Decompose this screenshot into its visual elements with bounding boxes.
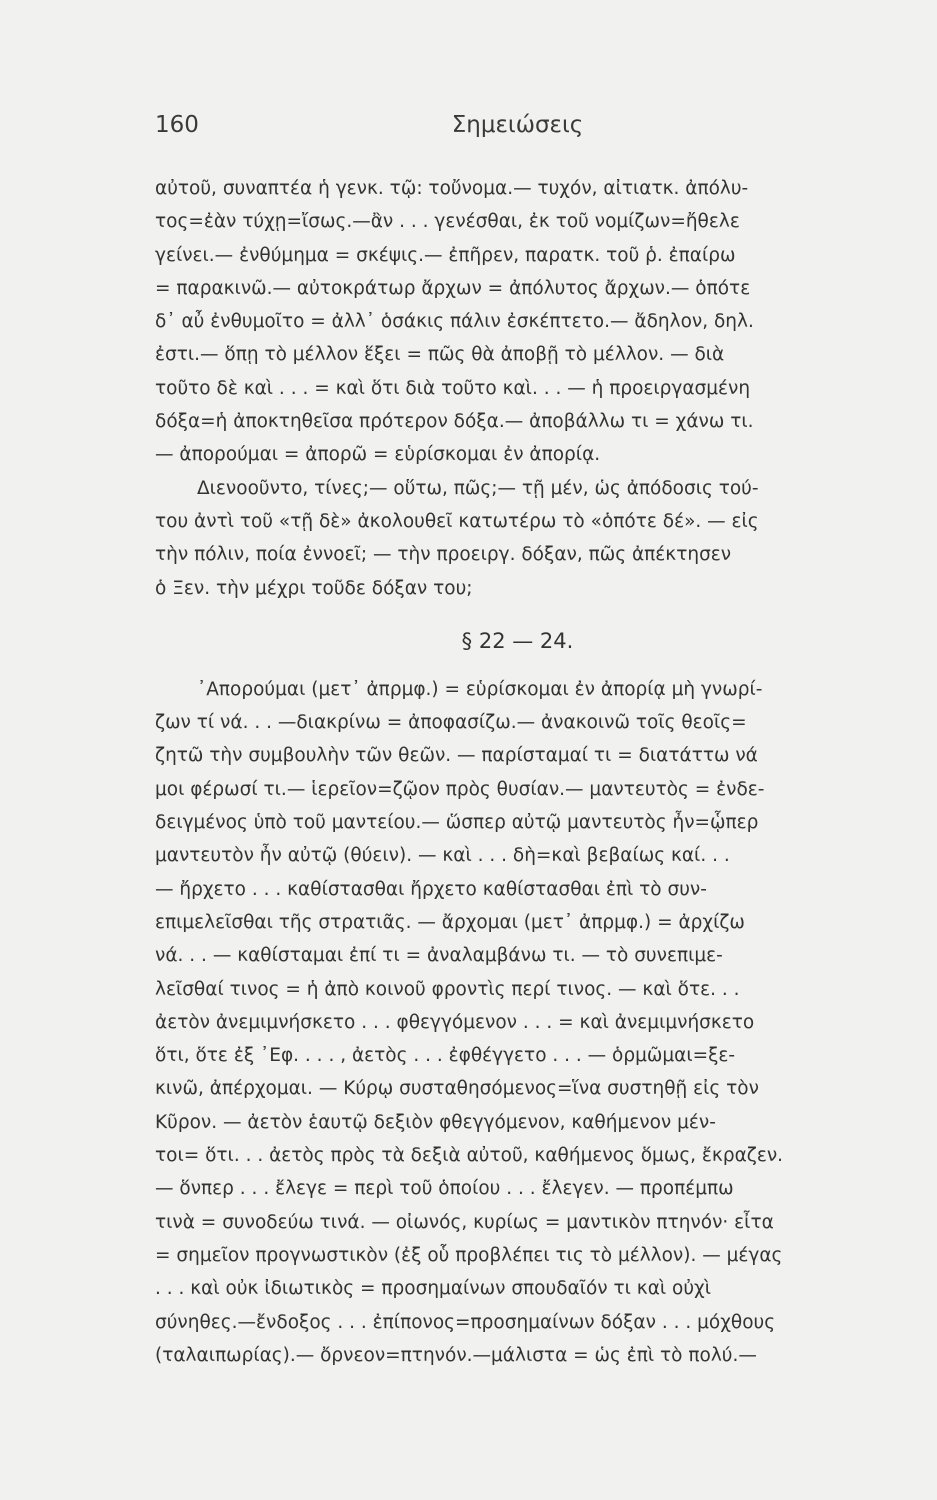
text-line: ὅτι, ὅτε ἐξ ᾿Εφ. . . . , ἀετὸς . . . ἐφθέγγετο . . . — ὁρμῶμαι=ξε- (155, 1045, 736, 1067)
text-line: μαντευτὸν ἦν αὐτῷ (θύειν). — καὶ . . . δὴ=καὶ βεβαίως καί. . . (155, 845, 730, 867)
text-line: ζητῶ τὴν συμβουλὴν τῶν θεῶν. — παρίσταμαί τι = διατάττω νά (155, 745, 758, 767)
text-line: λεῖσθαί τινος = ἡ ἀπὸ κοινοῦ φροντὶς περί τινος. — καὶ ὅτε. . . (155, 978, 740, 1000)
text-line: — ὅνπερ . . . ἔλεγε = περὶ τοῦ ὁποίου . . . ἔλεγεν. — προπέμπω (155, 1178, 734, 1200)
text-line: ὁ Ξεν. τὴν μέχρι τοῦδε δόξαν του; (155, 577, 473, 599)
text-line: τοι= ὅτι. . . ἀετὸς πρὸς τὰ δεξιὰ αὐτοῦ, καθήμενος ὅμως, ἔκραζεν. (155, 1145, 784, 1167)
text-line: . . . καὶ οὐκ ἰδιωτικὸς = προσημαίνων σπουδαῖόν τι καὶ οὐχὶ (155, 1278, 711, 1300)
notes-part-2 (155, 673, 880, 1372)
text-line: Κῦρον. — ἀετὸν ἑαυτῷ δεξιὸν φθεγγόμενον, καθήμενον μέν- (155, 1111, 716, 1133)
text-line: κινῶ, ἀπέρχομαι. — Κύρῳ συσταθησόμενος=ἵνα συστηθῇ εἰς τὸν (155, 1078, 759, 1100)
text-line: ἐστι.— ὅπῃ τὸ μέλλον ἕξει = πῶς θὰ ἀποβῇ τὸ μέλλον. — διὰ (155, 344, 725, 366)
text-line: — ἀπορούμαι = ἀπορῶ = εὑρίσκομαι ἐν ἀπορίᾳ. (155, 444, 601, 466)
text-line: δ᾽ αὖ ἐνθυμοῖτο = ἀλλ᾽ ὁσάκις πάλιν ἐσκέπτετο.— ἄδηλον, δηλ. (155, 311, 754, 333)
notes-body (155, 172, 880, 1372)
text-line: — ἤρχετο . . . καθίστασθαι ἤρχετο καθίστασθαι ἐπὶ τὸ συν- (155, 878, 707, 900)
text-line: = παρακινῶ.— αὐτοκράτωρ ἄρχων = ἀπόλυτος ἄρχων.— ὁπότε (155, 277, 751, 299)
text-line: νά. . . — καθίσταμαι ἐπί τι = ἀναλαμβάνω τι. — τὸ συνεπιμε- (155, 945, 723, 967)
text-line: τινὰ = συνοδεύω τινά. — οἰωνός, κυρίως = μαντικὸν πτηνόν· εἶτα (155, 1211, 774, 1233)
text-line: σύνηθες.—ἔνδοξος . . . ἐπίπονος=προσημαίνων δόξαν . . . μόχθους (155, 1311, 776, 1333)
text-line: ζων τί νά. . . —διακρίνω = ἀποφασίζω.— ἀνακοινῶ τοῖς θεοῖς= (155, 712, 747, 734)
section-heading: § 22 — 24. (461, 628, 574, 653)
text-line: δειγμένος ὑπὸ τοῦ μαντείου.— ὥσπερ αὐτῷ μαντευτὸς ἦν=ᾧπερ (155, 812, 759, 834)
text-line: μοι φέρωσί τι.— ἱερεῖον=ζῷον πρὸς θυσίαν.— μαντευτὸς = ἐνδε- (155, 778, 765, 800)
text-line: ᾿Απορούμαι (μετ᾽ ἀπρμφ.) = εὑρίσκομαι ἐν ἀπορίᾳ μὴ γνωρί- (197, 678, 763, 700)
text-line: αὐτοῦ, συναπτέα ἡ γενκ. τῷ: τοὔνομα.— τυχόν, αἰτιατκ. ἀπόλυ- (155, 178, 749, 199)
text-line: = σημεῖον προγνωστικὸν (ἐξ οὗ προβλέπει τις τὸ μέλλον). — μέγας (155, 1244, 783, 1266)
text-line: Διενοοῦντο, τίνες;— οὕτω, πῶς;— τῇ μέν, ὡς ἀπόδοσις τού- (197, 477, 759, 499)
text-line: του ἀντὶ τοῦ «τῇ δὲ» ἀκολουθεῖ κατωτέρω τὸ «ὁπότε δέ». — εἰς (155, 510, 759, 532)
text-line: τὴν πόλιν, ποία ἐννοεῖ; — τὴν προειργ. δόξαν, πῶς ἀπέκτησεν (155, 544, 732, 566)
text-line: (ταλαιπωρίας).— ὄρνεον=πτηνόν.—μάλιστα = ὡς ἐπὶ τὸ πολύ.— (155, 1344, 757, 1366)
text-line: δόξα=ἡ ἀποκτηθεῖσα πρότερον δόξα.— ἀποβάλλω τι = χάνω τι. (155, 411, 754, 433)
page-number: 160 (155, 112, 199, 138)
text-line: τος=ἐὰν τύχῃ=ἴσως.—ἂν . . . γενέσθαι, ἐκ τοῦ νομίζων=ἤθελε (155, 211, 740, 233)
text-line: τοῦτο δὲ καὶ . . . = καὶ ὅτι διὰ τοῦτο καὶ. . . — ἡ προειργασμένη (155, 377, 751, 399)
running-title: Σημειώσεις (451, 112, 584, 138)
notes-part-1 (155, 172, 880, 605)
text-line: γείνει.— ἐνθύμημα = σκέψις.— ἐπῆρεν, παρατκ. τοῦ ῥ. ἐπαίρω (155, 244, 736, 266)
text-line: επιμελεῖσθαι τῆς στρατιᾶς. — ἄρχομαι (μετ᾽ ἀπρμφ.) = ἀρχίζω (155, 911, 745, 933)
text-line: ἀετὸν ἀνεμιμνήσκετο . . . φθεγγόμενον . . . = καὶ ἀνεμιμνήσκετο (155, 1011, 755, 1033)
page-header (155, 112, 880, 148)
